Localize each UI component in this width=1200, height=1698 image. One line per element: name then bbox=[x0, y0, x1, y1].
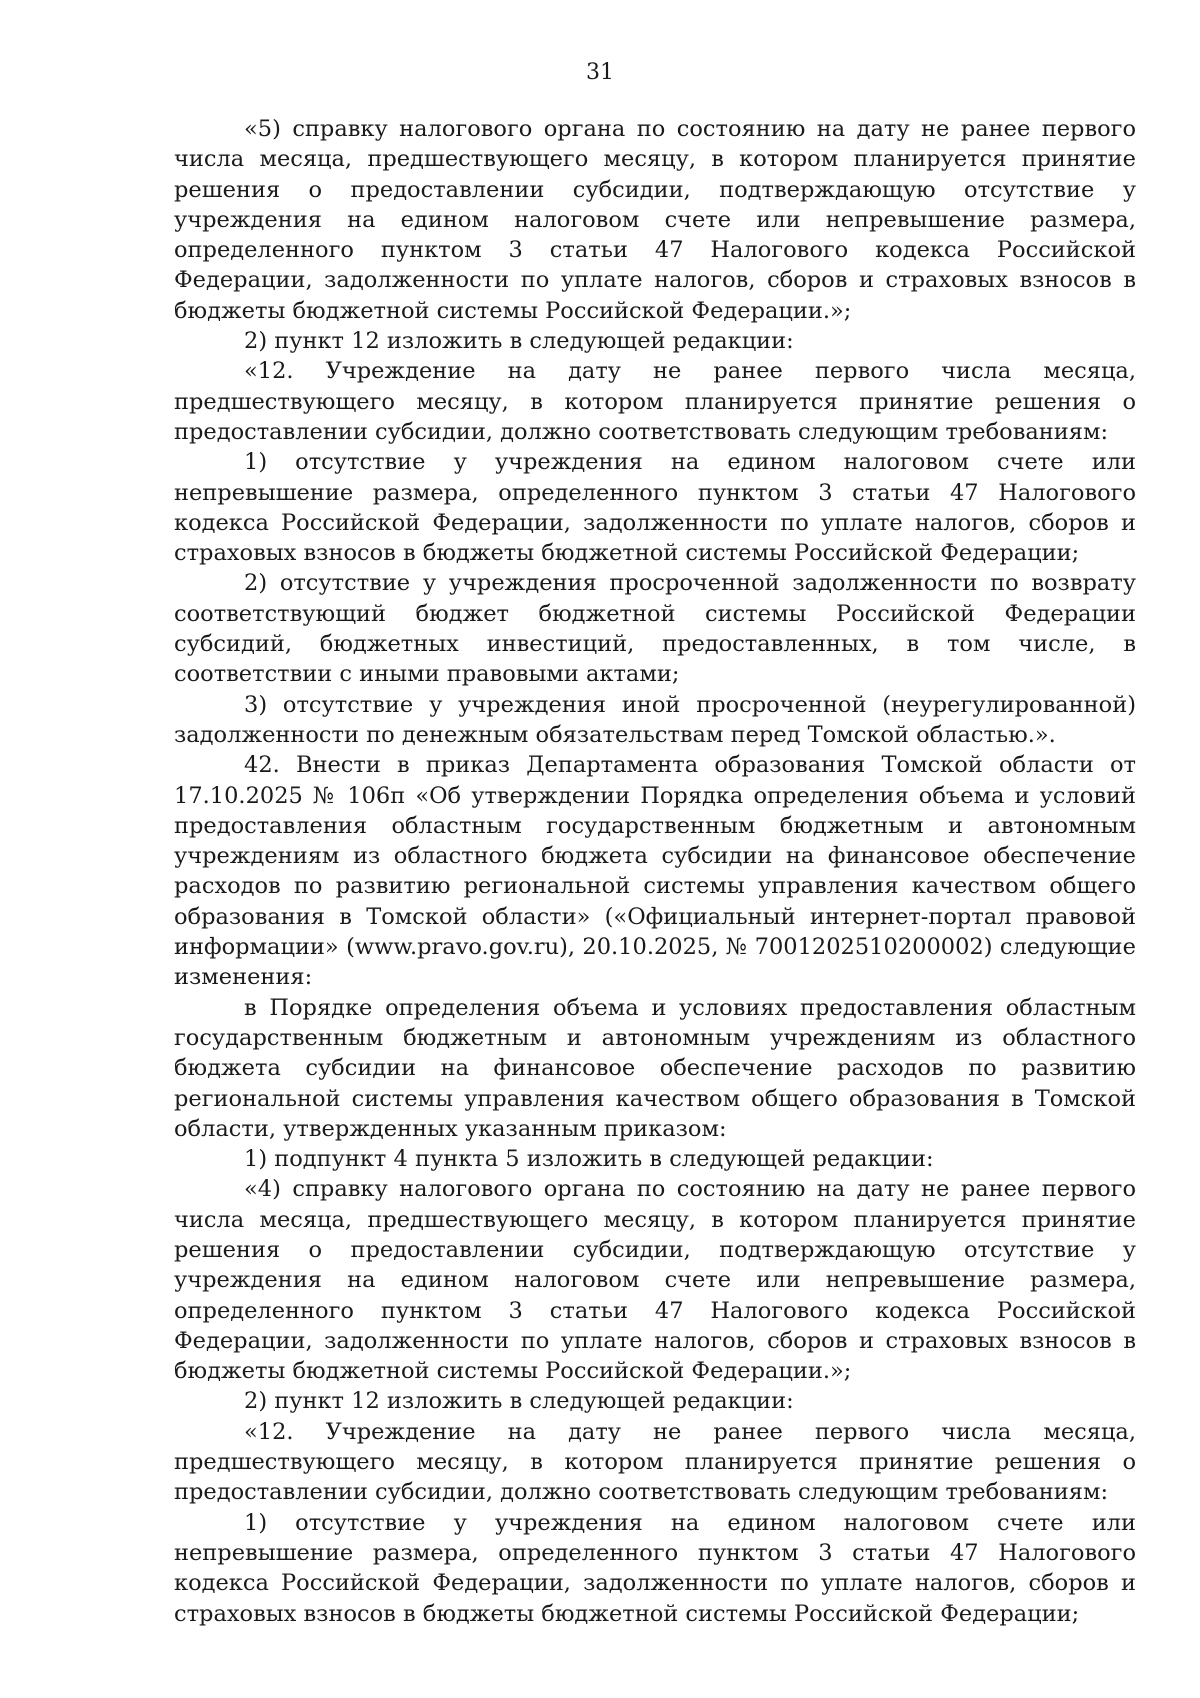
document-body bbox=[174, 114, 1136, 1629]
paragraph-procedure-intro: в Порядке определения объема и условиях предоставления областным государственным бюджетным и автономным учреждениям из областного бюджета субсидии на финансовое обеспечение расходов по развитию региональной системы управления качеством общего образования в Томской области, утвержденных указанным приказом: bbox=[174, 994, 1136, 1142]
page-number: 31 bbox=[586, 60, 614, 85]
paragraph-requirement-1-second: 1) отсутствие у учреждения на едином налоговом счете или непревышение размера, определенного пунктом 3 статьи 47 Налогового кодекса Российской Федерации, задолженности по уплате налогов, сборов и страховых взносов в бюджеты бюджетной системы Российской Федерации; bbox=[174, 1509, 1136, 1627]
paragraph-amend-point-12-second: 2) пункт 12 изложить в следующей редакции: bbox=[244, 1388, 794, 1415]
paragraph-amend-point-12: 2) пункт 12 изложить в следующей редакции: bbox=[244, 328, 794, 355]
paragraph-amend-subpoint-4: 1) подпункт 4 пункта 5 изложить в следующей редакции: bbox=[244, 1146, 934, 1173]
paragraph-tax-certificate-5: «5) справку налогового органа по состоянию на дату не ранее первого числа месяца, предшествующего месяцу, в котором планируется принятие решения о предоставлении субсидии, подтверждающую отсутствие у учреждения на едином налоговом счете или непревышение размера, определенного пунктом 3 статьи 47 Налогового кодекса Российской Федерации, задолженности по уплате налогов, сборов и страховых взносов в бюджеты бюджетной системы Российской Федерации.»; bbox=[174, 116, 1136, 324]
paragraph-point-12-intro: «12. Учреждение на дату не ранее первого числа месяца, предшествующего месяцу, в котором планируется принятие решения о предоставлении субсидии, должно соответствовать следующим требованиям: bbox=[174, 358, 1136, 445]
paragraph-requirement-3: 3) отсутствие у учреждения иной просроченной (неурегулированной) задолженности по денежным обязательствам перед Томской областью.». bbox=[174, 691, 1136, 748]
paragraph-requirement-1: 1) отсутствие у учреждения на едином налоговом счете или непревышение размера, определенного пунктом 3 статьи 47 Налогового кодекса Российской Федерации, задолженности по уплате налогов, сборов и страховых взносов в бюджеты бюджетной системы Российской Федерации; bbox=[174, 449, 1136, 567]
paragraph-item-42: 42. Внести в приказ Департамента образования Томской области от 17.10.2025 № 106п «Об утверждении Порядка определения объема и условий предоставления областным государственным бюджетным и автономным учреждениям из областного бюджета субсидии на финансовое обеспечение расходов по развитию региональной системы управления качеством общего образования в Томской области» («Официальный интернет-портал правовой информации» (www.pravo.gov.ru), 20.10.2025, № 7001202510200002) следующие изменения: bbox=[174, 752, 1136, 991]
paragraph-tax-certificate-4: «4) справку налогового органа по состоянию на дату не ранее первого числа месяца, предшествующего месяцу, в котором планируется принятие решения о предоставлении субсидии, подтверждающую отсутствие у учреждения на едином налоговом счете или непревышение размера, определенного пунктом 3 статьи 47 Налогового кодекса Российской Федерации, задолженности по уплате налогов, сборов и страховых взносов в бюджеты бюджетной системы Российской Федерации.»; bbox=[174, 1176, 1136, 1385]
paragraph-requirement-2: 2) отсутствие у учреждения просроченной задолженности по возврату соответствующий бюджет бюджетной системы Российской Федерации субсидий, бюджетных инвестиций, предоставленных, в том числе, в соответствии с иными правовыми актами; bbox=[174, 570, 1136, 688]
paragraph-point-12-intro-second: «12. Учреждение на дату не ранее первого числа месяца, предшествующего месяцу, в котором планируется принятие решения о предоставлении субсидии, должно соответствовать следующим требованиям: bbox=[174, 1418, 1136, 1506]
